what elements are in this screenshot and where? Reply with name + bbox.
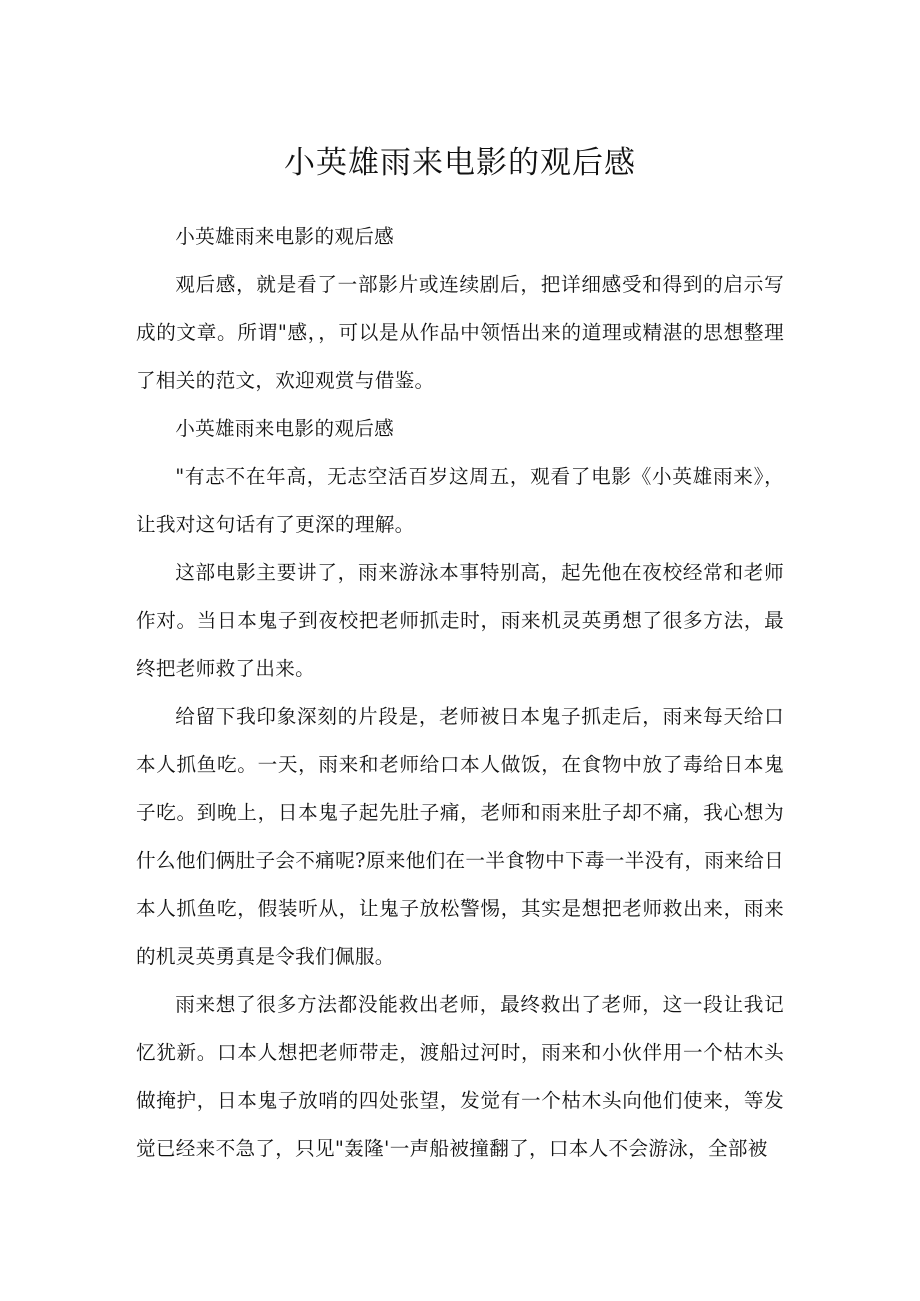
paragraph-subtitle: 小英雄雨来电影的观后感 <box>175 225 395 248</box>
paragraph-subtitle-repeat: 小英雄雨来电影的观后感 <box>175 417 395 440</box>
document-title: 小英雄雨来电影的观后感 <box>284 145 636 181</box>
paragraph-memorable-scene: 给留下我印象深刻的片段是，老师被日本鬼子抓走后，雨来每天给口本人抓鱼吃。一天，雨来和老师给口本人做饭，在食物中放了毒给日本鬼子吃。到晚上，日本鬼子起先肚子痛，老师和雨来肚子却不痛，我心想为什么他们俩肚子会不痛呢?原来他们在一半食物中下毒一半没有，雨来给日本人抓鱼吃，假装听从，让鬼子放松警惕，其实是想把老师救出来，雨来的机灵英勇真是令我们佩服。 <box>136 705 784 968</box>
paragraph-rescue-scene: 雨来想了很多方法都没能救出老师，最终救出了老师，这一段让我记忆犹新。口本人想把老师带走，渡船过河时，雨来和小伙伴用一个枯木头做掩护，日本鬼子放哨的四处张望，发觉有一个枯木头向他们使来，等发觉已经来不急了，只见"轰隆'一声船被撞翻了，口本人不会游泳，全部被 <box>136 993 784 1160</box>
paragraph-quote: "有志不在年高，无志空活百岁这周五，观看了电影《小英雄雨来》，让我对这句话有了更深的理解。 <box>136 465 784 536</box>
paragraph-summary: 这部电影主要讲了，雨来游泳本事特别高，起先他在夜校经常和老师作对。当日本鬼子到夜校把老师抓走时，雨来机灵英勇想了很多方法，最终把老师救了出来。 <box>136 561 784 680</box>
paragraph-intro: 观后感，就是看了一部影片或连续剧后，把详细感受和得到的启示写成的文章。所谓"感，，可以是从作品中领悟出来的道理或精湛的思想整理了相关的范文，欢迎观赏与借鉴。 <box>136 273 784 392</box>
document-body <box>136 213 784 1173</box>
